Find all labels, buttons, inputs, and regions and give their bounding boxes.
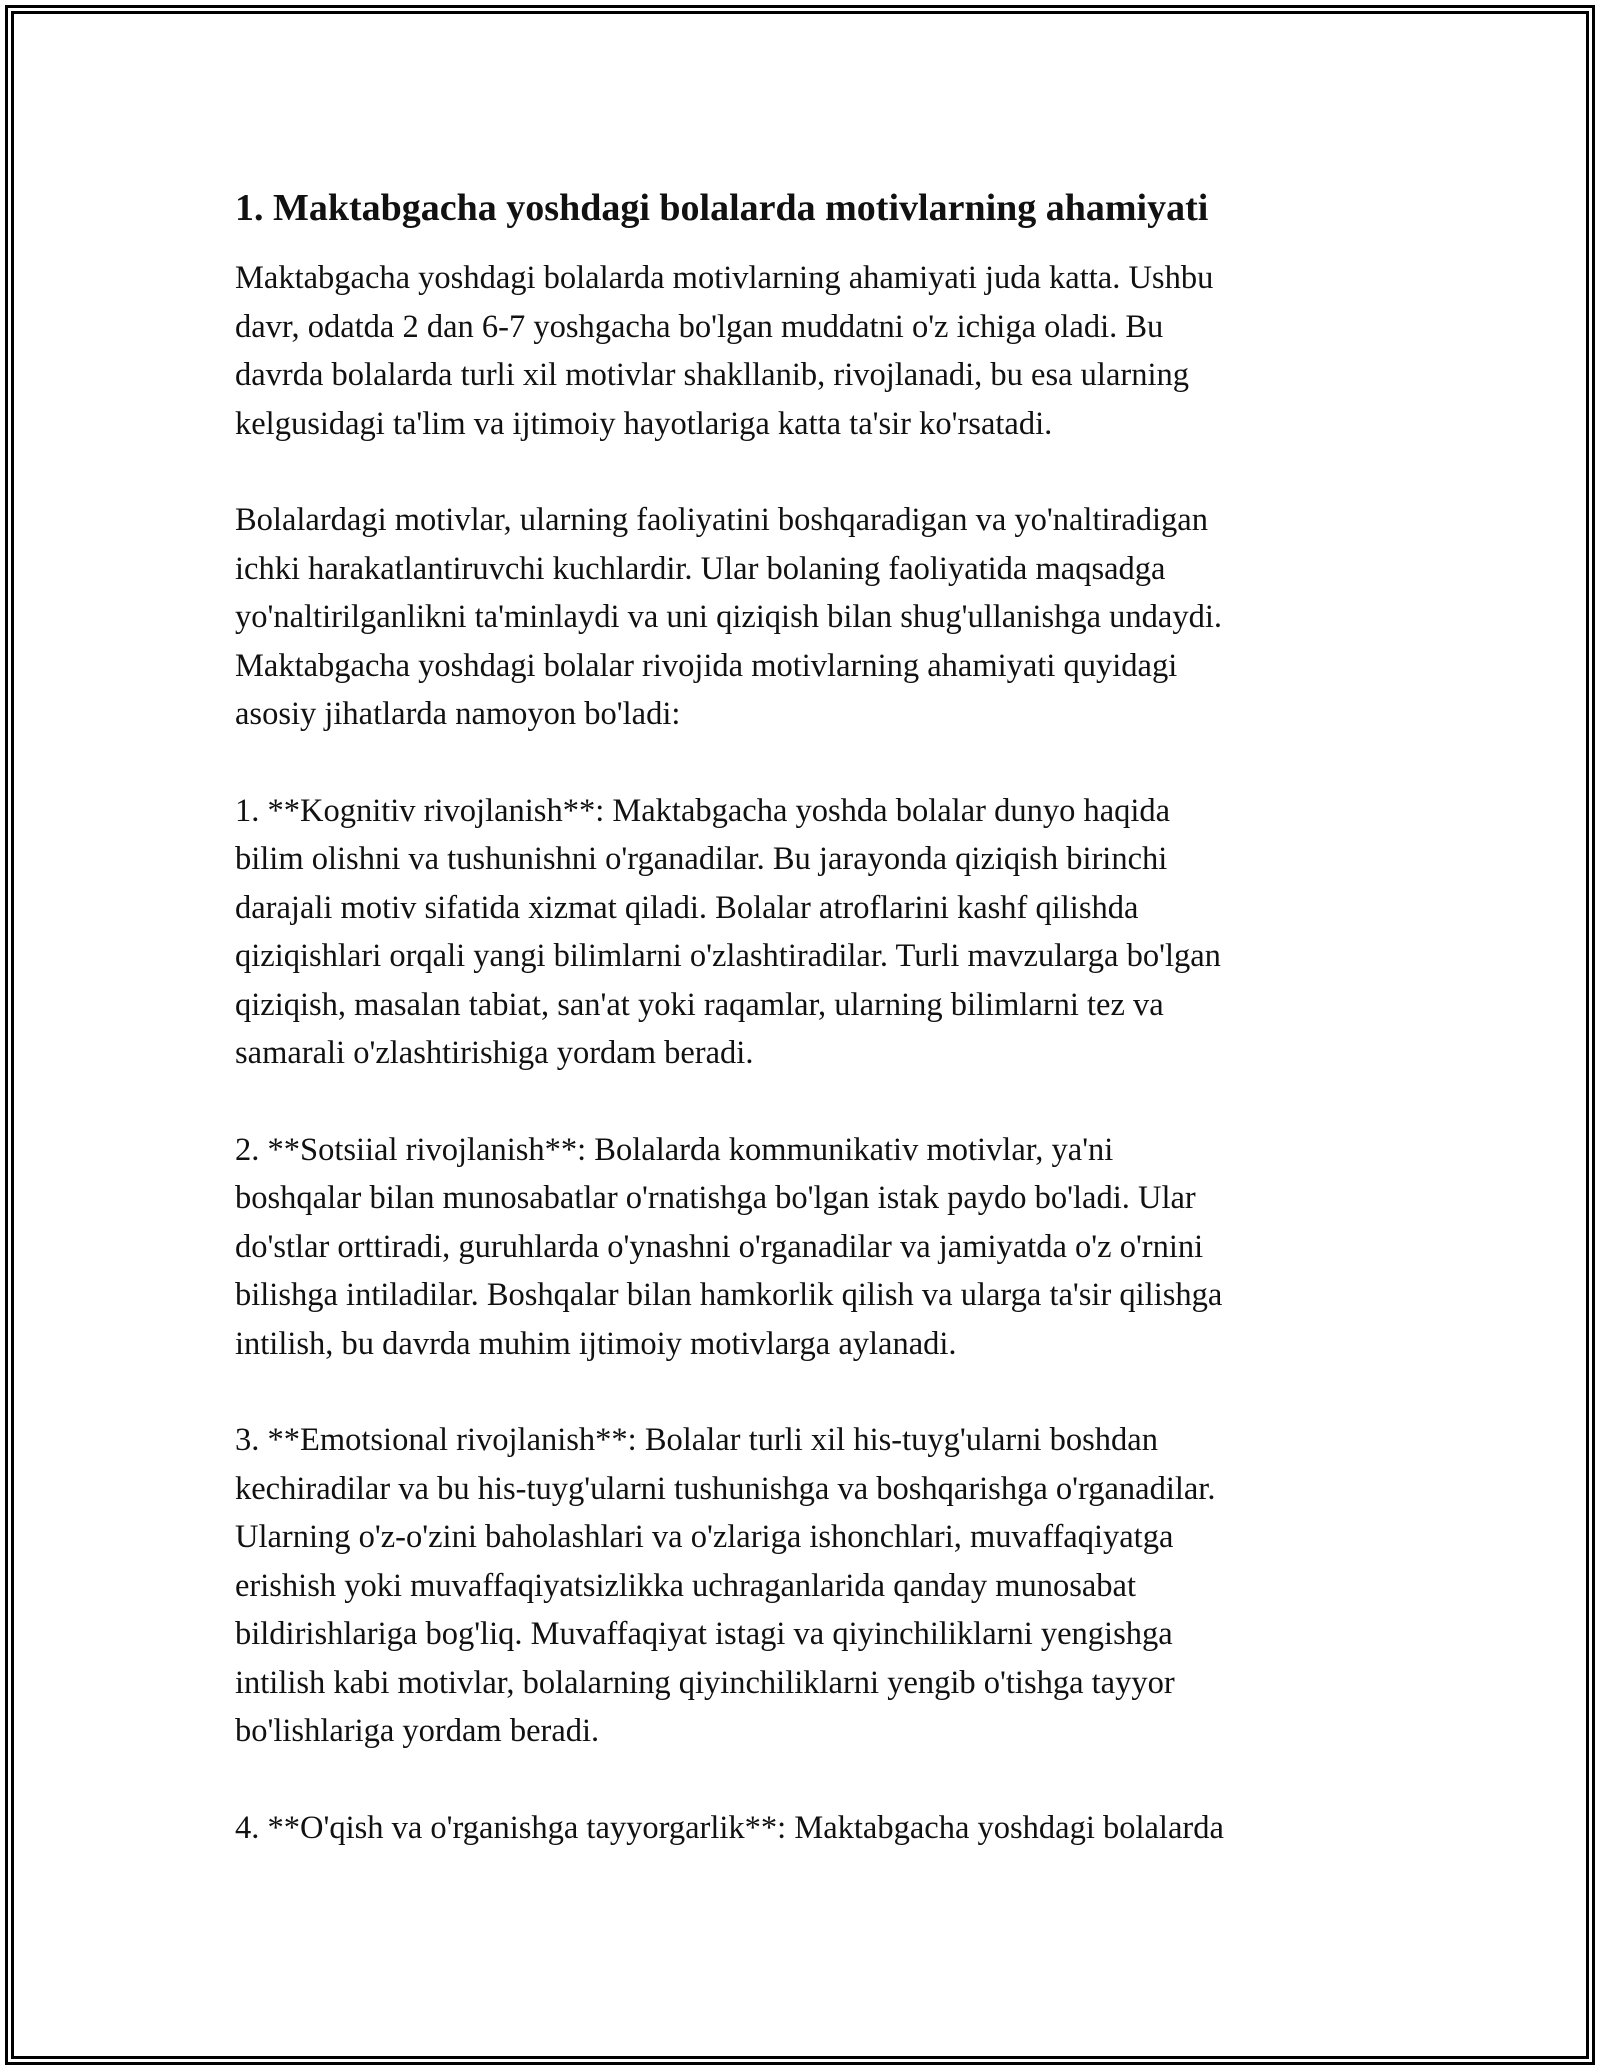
text-line: do'stlar orttiradi, guruhlarda o'ynashni o'rganadilar va jamiyatda o'z o'rnini: [235, 1228, 1204, 1265]
text-line: boshqalar bilan munosabatlar o'rnatishga bo'lgan istak paydo bo'ladi. Ular: [235, 1180, 1196, 1216]
text-line: davrda bolalarda turli xil motivlar shakllanib, rivojlanadi, bu esa ularning: [235, 357, 1189, 393]
text-line: kechiradilar va bu his-tuyg'ularni tushunishga va boshqarishga o'rganadilar.: [235, 1470, 1216, 1507]
text-line: erishish yoki muvaffaqiyatsizlikka uchraganlarida qanday munosabat: [235, 1567, 1137, 1604]
text-line: bildirishlariga bog'liq. Muvaffaqiyat istagi va qiyinchiliklarni yengishga: [235, 1616, 1173, 1652]
text-line: Ularning o'z-o'zini baholashlari va o'zlariga ishonchlari, muvaffaqiyatga: [235, 1519, 1174, 1555]
text-line: 2. **Sotsiial rivojlanish**: Bolalarda kommunikativ motivlar, ya'ni: [235, 1131, 1114, 1168]
text-line: samarali o'zlashtirishiga yordam beradi.: [235, 1035, 754, 1071]
text-line: darajali motiv sifatida xizmat qiladi. Bolalar atroflarini kashf qilishda: [235, 889, 1139, 926]
text-line: davr, odatda 2 dan 6-7 yoshgacha bo'lgan muddatni o'z ichiga oladi. Bu: [235, 308, 1164, 345]
section-heading: 1. Maktabgacha yoshdagi bolalarda motivlarning ahamiyati: [235, 187, 1209, 229]
text-line: bilim olishni va tushunishni o'rganadilar. Bu jarayonda qiziqish birinchi: [235, 841, 1168, 877]
text-line: asosiy jihatlarda namoyon bo'ladi:: [235, 696, 681, 732]
text-line: bilishga intiladilar. Boshqalar bilan hamkorlik qilish va ularga ta'sir qilishga: [235, 1277, 1223, 1313]
list-item-emotional: [235, 1416, 1375, 1756]
text-line: 4. **O'qish va o'rganishga tayyorgarlik**: Maktabgacha yoshdagi bolalarda: [235, 1809, 1224, 1846]
text-line: qiziqishlari orqali yangi bilimlarni o'zlashtiradilar. Turli mavzularga bo'lgan: [235, 938, 1221, 974]
paragraph-motives: [235, 496, 1375, 739]
text-line: intilish kabi motivlar, bolalarning qiyinchiliklarni yengib o'tishga tayyor: [235, 1664, 1175, 1701]
text-line: intilish, bu davrda muhim ijtimoiy motivlarga aylanadi.: [235, 1325, 957, 1362]
text-line: qiziqish, masalan tabiat, san'at yoki raqamlar, ularning bilimlarni tez va: [235, 986, 1164, 1023]
document-body: [235, 184, 1375, 1900]
text-line: Bolalardagi motivlar, ularning faoliyatini boshqaradigan va yo'naltiradigan: [235, 502, 1208, 538]
text-line: yo'naltirilganlikni ta'minlaydi va uni qiziqish bilan shug'ullanishga undaydi.: [235, 599, 1223, 635]
list-item-cognitive: [235, 787, 1375, 1078]
list-item-readiness: [235, 1804, 1375, 1853]
text-line: kelgusidagi ta'lim va ijtimoiy hayotlariga katta ta'sir ko'rsatadi.: [235, 405, 1053, 442]
list-item-social: [235, 1126, 1375, 1369]
text-line: bo'lishlariga yordam beradi.: [235, 1713, 600, 1749]
text-line: ichki harakatlantiruvchi kuchlardir. Ular bolaning faoliyatida maqsadga: [235, 550, 1166, 587]
text-line: 3. **Emotsional rivojlanish**: Bolalar turli xil his-tuyg'ularni boshdan: [235, 1422, 1158, 1458]
text-line: Maktabgacha yoshdagi bolalar rivojida motivlarning ahamiyati quyidagi: [235, 647, 1178, 684]
text-line: 1. **Kognitiv rivojlanish**: Maktabgacha yoshda bolalar dunyo haqida: [235, 792, 1171, 829]
text-line: Maktabgacha yoshdagi bolalarda motivlarning ahamiyati juda katta. Ushbu: [235, 260, 1214, 296]
paragraph-intro: [235, 254, 1375, 448]
